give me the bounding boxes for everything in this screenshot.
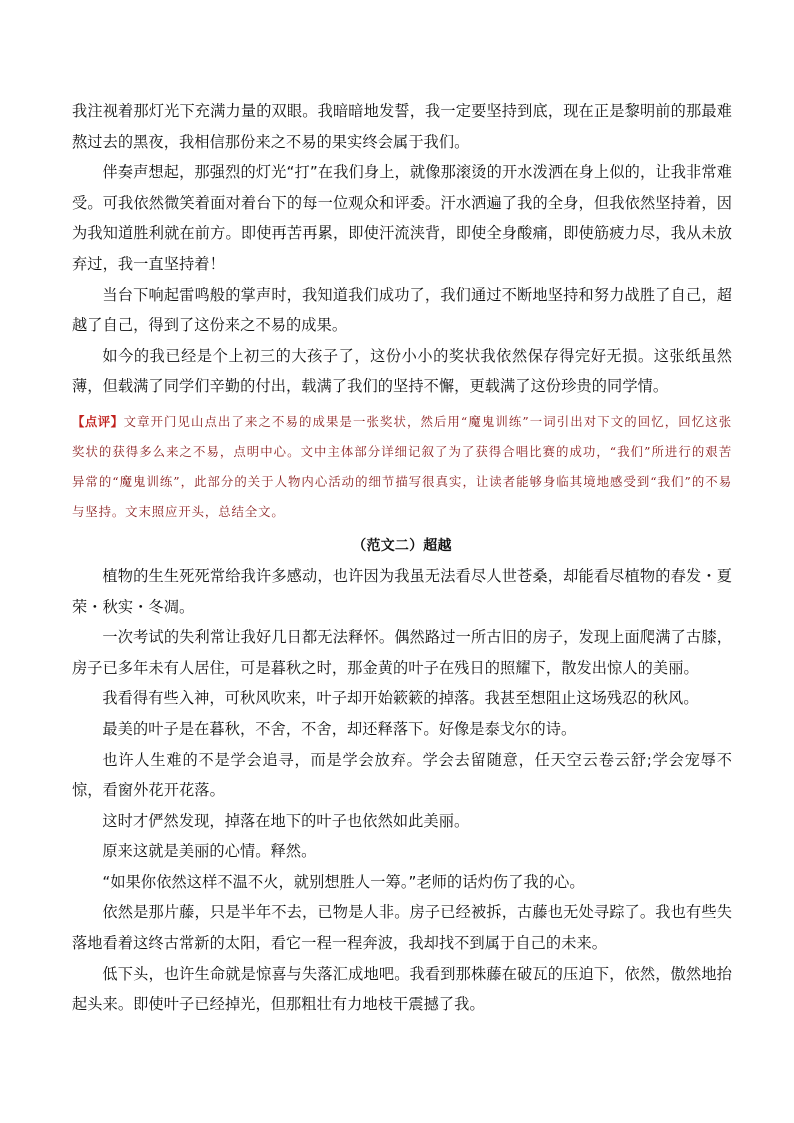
essay2-paragraph-3: 我看得有些入神，可秋风吹来，叶子却开始簌簌的掉落。我甚至想阻止这场残忍的秋风。 <box>102 689 699 708</box>
essay1-paragraph-4: 如今的我已经是个上初三的大孩子了，这份小小的奖状我依然保存得完好无损。这张纸虽然薄，但载满了同学们辛勤的付出，载满了我们的坚持不懈，更载满了这份珍贵的同学情。 <box>72 346 732 396</box>
document-page <box>72 96 732 1020</box>
comment-text: 文章开门见山点出了来之不易的成果是一张奖状，然后用“魔鬼训练”一词引出对下文的回忆，回忆这张奖状的获得多么来之不易，点明中心。文中主体部分详细记叙了为了获得合唱比赛的成功，“我们”所进行的艰苦异常的“魔鬼训练”，此部分的关于人物内心活动的细节描写很真实，让读者能够身临其境地感受到“我们”的不易与坚持。文末照应开头，总结全文。 <box>72 413 732 519</box>
essay1-comment <box>72 407 732 527</box>
essay2-paragraph-6: 这时才俨然发现，掉落在地下的叶子也依然如此美丽。 <box>102 811 470 830</box>
comment-tag: 【点评】 <box>72 413 124 429</box>
essay2-title: （范文二）超越 <box>352 537 452 554</box>
essay2-paragraph-4: 最美的叶子是在暮秋，不舍，不舍，却还释落下。好像是泰戈尔的诗。 <box>102 719 577 738</box>
essay2-paragraph-2: 一次考试的失利常让我好几日都无法释怀。偶然路过一所古旧的房子，发现上面爬满了古膝，房子已多年未有人居住，可是暮秋之时，那金黄的叶子在残日的照耀下，散发出惊人的美丽。 <box>72 628 732 677</box>
essay2-paragraph-10: 低下头，也许生命就是惊喜与失落汇成地吧。我看到那株藤在破瓦的压迫下，依然，傲然地抬起头来。即使叶子已经掉光，但那粗壮有力地枝干震撼了我。 <box>72 964 732 1014</box>
essay2-paragraph-1: 植物的生生死死常给我许多感动，也许因为我虽无法看尽人世苍桑，却能看尽植物的春发・夏荣・秋实・冬凋。 <box>72 566 732 616</box>
essay2-paragraph-5: 也许人生难的不是学会追寻，而是学会放弃。学会去留随意，任天空云卷云舒;学会宠辱不惊，看窗外花开花落。 <box>72 750 732 800</box>
essay1-paragraph-1: 我注视着那灯光下充满力量的双眼。我暗暗地发誓，我一定要坚持到底，现在正是黎明前的那最难熬过去的黑夜，我相信那份来之不易的果实终会属于我们。 <box>72 102 732 151</box>
essay2-paragraph-7: 原来这就是美丽的心情。释然。 <box>102 842 317 861</box>
essay2-paragraph-8: “如果你依然这样不温不火，就别想胜人一筹。”老师的话灼伤了我的心。 <box>102 872 585 891</box>
essay1-paragraph-2: 伴奏声想起，那强烈的灯光“打”在我们身上，就像那滚烫的开水泼洒在身上似的，让我非常难受。可我依然微笑着面对着台下的每一位观众和评委。汗水洒遍了我的全身，但我依然坚持着，因为我知道胜利就在前方。即使再苦再累，即使汗流浃背，即使全身酸痛，即使筋疲力尽，我从未放弃过，我一直坚持着！ <box>72 163 732 273</box>
essay1-paragraph-3: 当台下响起雷鸣般的掌声时，我知道我们成功了，我们通过不断地坚持和努力战胜了自己，超越了自己，得到了这份来之不易的成果。 <box>72 285 732 335</box>
essay2-paragraph-9: 依然是那片藤，只是半年不去，已物是人非。房子已经被拆，古藤也无处寻踪了。我也有些失落地看着这终古常新的太阳，看它一程一程奔波，我却找不到属于自己的未来。 <box>72 903 732 953</box>
